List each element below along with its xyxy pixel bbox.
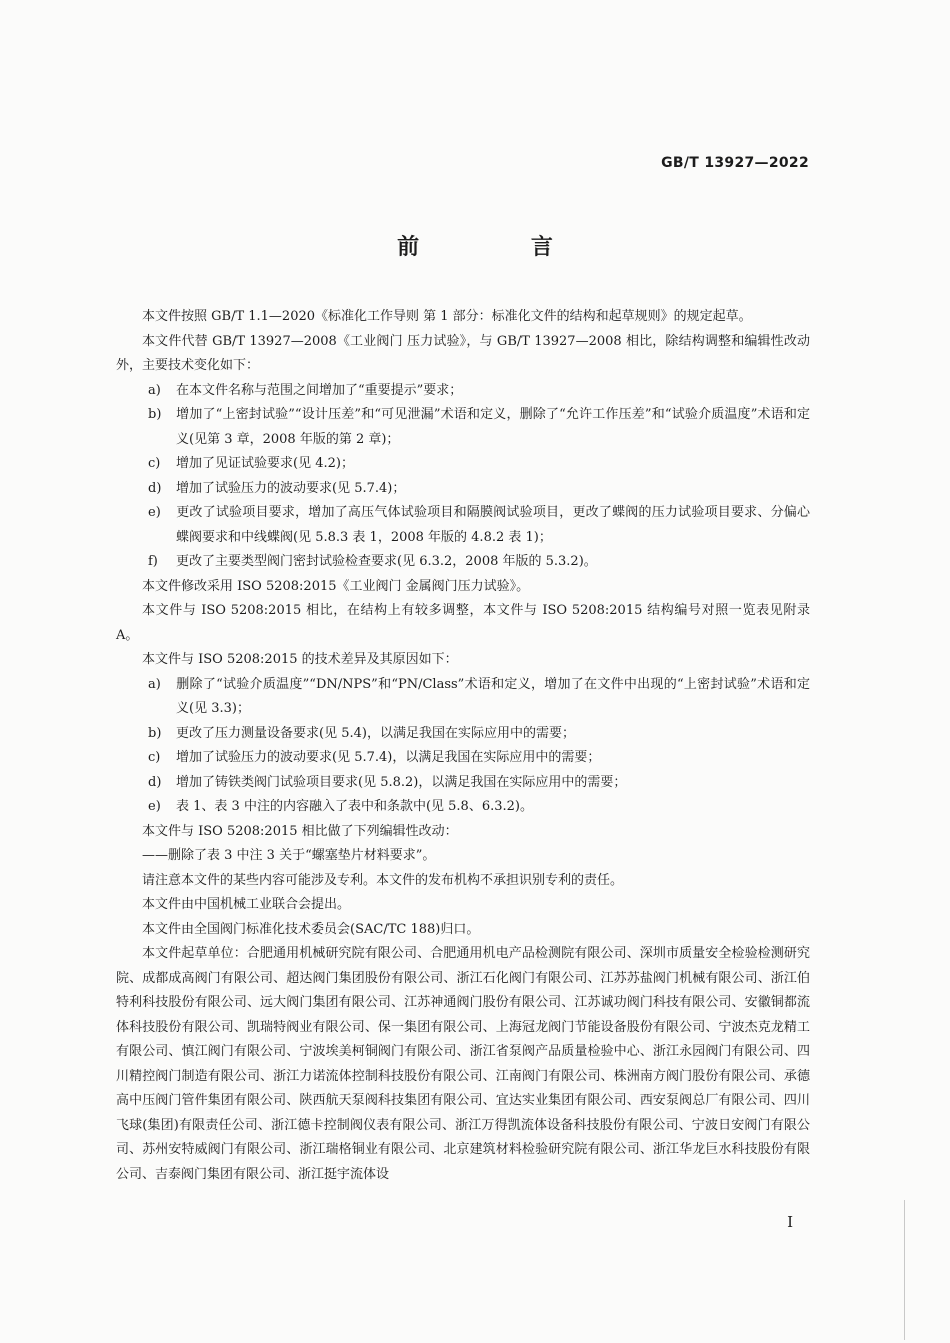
list-marker: a) [148,676,161,692]
list-item-text: 更改了试验项目要求，增加了高压气体试验项目和隔膜阀试验项目，更改了蝶阀的压力试验项目要求、分偏心蝶阀要求和中线蝶阀(见 5.8.3 表 1，2008 年版的 4.8.2 表 1)； [176,505,810,545]
list-item-text: 在本文件名称与范围之间增加了“重要提示”要求； [176,382,463,398]
scan-edge-divider [904,1200,905,1340]
list-item-text: 增加了试验压力的波动要求(见 5.7.4)； [176,480,406,496]
list-item-text: 增加了“上密封试验”“设计压差”和“可见泄漏”术语和定义，删除了“允许工作压差”和“试验介质温度”术语和定义(见第 3 章，2008 年版的第 2 章)； [176,407,810,447]
list-marker: a) [148,382,161,398]
list-item-text: 删除了“试验介质温度”“DN/NPS”和“PN/Class”术语和定义，增加了在文件中出现的“上密封试验”术语和定义(见 3.3)； [176,676,810,716]
list-item [116,746,810,771]
paragraph-drafting-rules: 本文件按照 GB/T 1.1—2020《标准化工作导则 第 1 部分：标准化文件的结构和起草规则》的规定起草。 [142,309,752,324]
technical-changes-list [116,379,810,575]
list-marker: f) [148,554,158,569]
page-number: I [787,1213,793,1231]
list-item-text: 增加了见证试验要求(见 4.2)； [176,456,354,471]
paragraph-patent-notice: 请注意本文件的某些内容可能涉及专利。本文件的发布机构不承担识别专利的责任。 [142,872,624,888]
paragraph-replaces: 本文件代替 GB/T 13927—2008《工业阀门 压力试验》，与 GB/T 13927—2008 相比，除结构调整和编辑性改动外，主要技术变化如下： [116,333,810,373]
list-item [116,403,810,452]
dash-item: ——删除了表 3 中注 3 关于“螺塞垫片材料要求”。 [142,848,436,863]
paragraph-proposed-by: 本文件由中国机械工业联合会提出。 [142,897,351,912]
list-item [116,550,810,575]
list-item [116,501,810,550]
list-item-text: 增加了铸铁类阀门试验项目要求(见 5.8.2)，以满足我国在实际应用中的需要； [176,774,627,790]
list-marker: e) [148,505,161,520]
standard-number: GB/T 13927—2022 [661,155,809,171]
list-item [116,795,810,820]
list-item-text: 更改了主要类型阀门密封试验检查要求(见 6.3.2，2008 年版的 5.3.2)。 [176,554,597,569]
list-marker: b) [148,725,162,741]
list-marker: c) [148,750,161,765]
paragraph-iso-adoption: 本文件修改采用 ISO 5208:2015《工业阀门 金属阀门压力试验》。 [142,578,530,594]
paragraph-under-jurisdiction: 本文件由全国阀门标准化技术委员会(SAC/TC 188)归口。 [142,921,480,937]
list-marker: d) [148,774,162,790]
list-item-text: 表 1、表 3 中注的内容融入了表中和条款中(见 5.8、6.3.2)。 [176,799,533,814]
list-item [116,379,810,404]
list-marker: c) [148,456,161,471]
list-item [116,771,810,796]
paragraph-technical-differences: 本文件与 ISO 5208:2015 的技术差异及其原因如下： [142,652,458,667]
paragraph-editorial-changes: 本文件与 ISO 5208:2015 相比做了下列编辑性改动： [142,823,458,839]
foreword-body [116,305,810,1187]
list-item-text: 增加了试验压力的波动要求(见 5.7.4)，以满足我国在实际应用中的需要； [176,750,601,765]
list-item [116,722,810,747]
page-title: 前 言 [397,235,605,260]
technical-differences-list [116,673,810,820]
list-item-text: 更改了压力测量设备要求(见 5.4)，以满足我国在实际应用中的需要； [176,725,575,741]
list-marker: e) [148,799,161,814]
list-marker: d) [148,480,162,496]
list-marker: b) [148,407,162,422]
list-item [116,477,810,502]
paragraph-drafting-organizations: 本文件起草单位：合肥通用机械研究院有限公司、合肥通用机电产品检测院有限公司、深圳市质量安全检验检测研究院、成都成高阀门有限公司、超达阀门集团股份有限公司、浙江石化阀门有限公司、江苏苏盐阀门机械有限公司、浙江伯特利科技股份有限公司、远大阀门集团有限公司、江苏神通阀门股份有限公司、江苏诚功阀门科技有限公司、安徽铜都流体科技股份有限公司、凯瑞特阀业有限公司、保一集团有限公司、上海冠龙阀门节能设备股份有限公司、宁波杰克龙精工有限公司、慎江阀门有限公司、宁波埃美柯铜阀门有限公司、浙江省泵阀产品质量检验中心、浙江永园阀门有限公司、四川精控阀门制造有限公司、浙江力诺流体控制科技股份有限公司、江南阀门有限公司、株洲南方阀门股份有限公司、承德高中压阀门管件集团有限公司、陕西航天泵阀科技集团有限公司、宜达实业集团有限公司、西安泵阀总厂有限公司、四川飞球(集团)有限责任公司、浙江德卡控制阀仪表有限公司、浙江万得凯流体设备科技股份有限公司、宁波日安阀门有限公司、苏州安特威阀门有限公司、浙江瑞格铜业有限公司、北京建筑材料检验研究院有限公司、浙江华龙巨水科技股份有限公司、吉泰阀门集团有限公司、浙江挺宇流体设 [116,946,810,1182]
list-item [116,673,810,722]
list-item [116,452,810,477]
paragraph-structure-comparison: 本文件与 ISO 5208:2015 相比，在结构上有较多调整，本文件与 ISO 5208:2015 结构编号对照一览表见附录 A。 [116,603,810,643]
